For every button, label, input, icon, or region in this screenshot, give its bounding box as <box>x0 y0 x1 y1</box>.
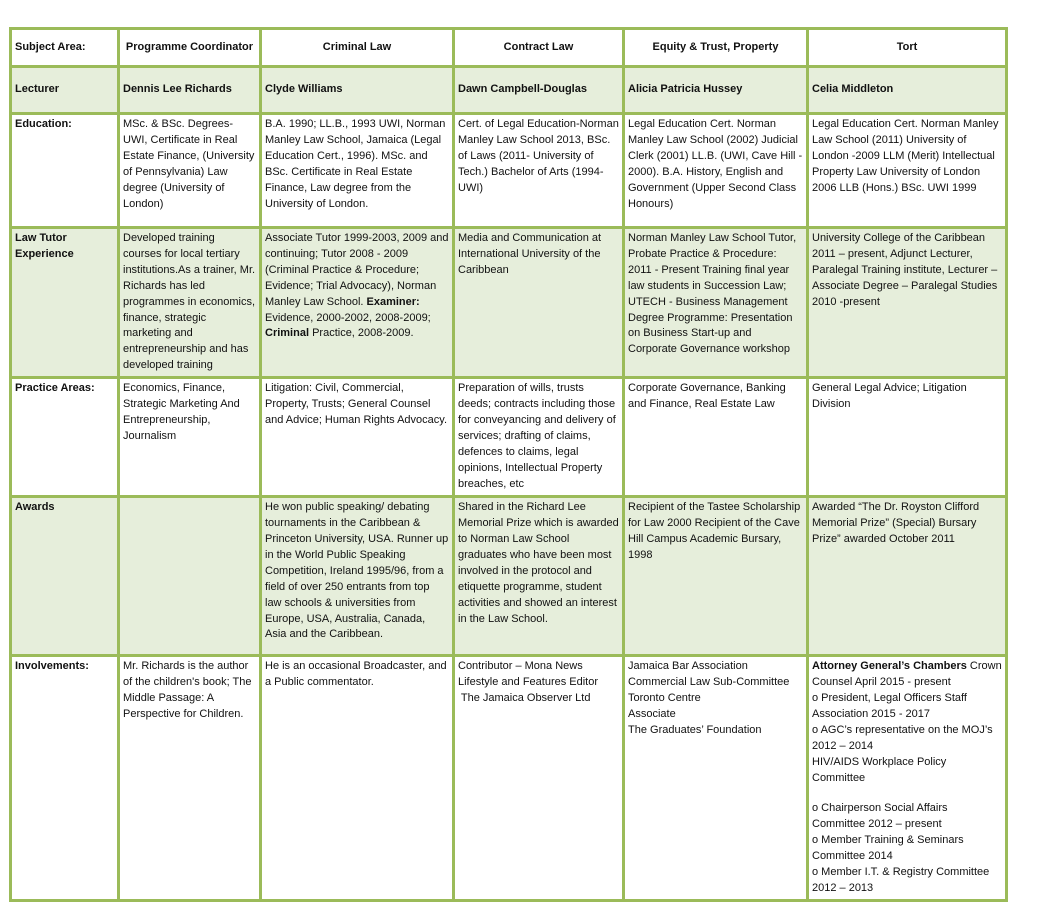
practice-equity: Corporate Governance, Banking and Finance, Real Estate Law <box>624 378 808 497</box>
involvements-tort-item: o Member I.T. & Registry Committee 2012 – 2013 <box>812 866 990 894</box>
lecturer-criminal: Clyde Williams <box>261 67 454 114</box>
experience-equity: Norman Manley Law School Tutor, Probate Practice & Procedure: 2011 - Present Training final year law students in Succession Law; UTECH - Business Management Degree Programme: Presentation on Business Start-up and Corporate Governance workshop <box>624 228 808 378</box>
involvements-equity <box>624 656 808 901</box>
involvements-tort-spacer <box>812 786 1002 801</box>
involvements-equity-line: Jamaica Bar Association <box>628 660 748 673</box>
awards-label: Awards <box>11 497 119 656</box>
experience-coordinator: Developed training courses for local tertiary institutions.As a trainer, Mr. Richards has led programmes in economics, finance, strategic marketing and entrepreneurship and has developed training <box>119 228 261 378</box>
experience-criminal-text-c: Evidence, 2000-2002, 2008-2009; <box>265 311 431 324</box>
experience-criminal-examiner: Examiner: <box>366 295 420 308</box>
education-coordinator: MSc. & BSc. Degrees- UWI, Certificate in Real Estate Finance, (University of Pennsylvania) Law degree (University of London) <box>119 114 261 228</box>
header-programme-coordinator: Programme Coordinator <box>119 29 261 67</box>
experience-tort: University College of the Caribbean 2011 – present, Adjunct Lecturer, Paralegal Training institute, Lecturer – Associate Degree – Paralegal Studies 2010 -present <box>808 228 1007 378</box>
involvements-equity-line: Associate <box>628 707 676 720</box>
involvements-equity-line: The Graduates’ Foundation <box>628 723 762 736</box>
involvements-contract-line: The Jamaica Observer Ltd <box>458 691 591 704</box>
experience-criminal <box>261 228 454 378</box>
practice-row <box>11 378 1007 497</box>
involvements-tort-title <box>812 659 1002 691</box>
header-row <box>11 29 1007 67</box>
education-contract: Cert. of Legal Education-Norman Manley Law School 2013, BSc. of Laws (2011- University of Tech.) Bachelor of Arts (1994-UWI) <box>454 114 624 228</box>
header-subject-area: Subject Area: <box>11 29 119 67</box>
involvements-tort-item: o Member Training & Seminars Committee 2014 <box>812 834 964 863</box>
awards-criminal: He won public speaking/ debating tournaments in the Caribbean & Princeton University, USA. Runner up in the World Public Speaking Competition, Ireland 1995/96, from a field of over 250 entrants from top law schools & universities from Europe, USA, Australia, Canada, Asia and the Caribbean. <box>261 497 454 656</box>
lecturer-contract: Dawn Campbell-Douglas <box>454 67 624 114</box>
lecturer-tort: Celia Middleton <box>808 67 1007 114</box>
involvements-tort <box>808 656 1007 901</box>
header-equity-trust-property: Equity & Trust, Property <box>624 29 808 67</box>
header-contract-law: Contract Law <box>454 29 624 67</box>
involvements-contract-line: Contributor – Mona News <box>458 660 583 673</box>
involvements-tort-item: o Chairperson Social Affairs Committee 2012 – present <box>812 802 948 831</box>
experience-label: Law Tutor Experience <box>11 228 119 378</box>
education-label: Education: <box>11 114 119 228</box>
involvements-label: Involvements: <box>11 656 119 901</box>
practice-contract: Preparation of wills, trusts deeds; contracts including those for conveyancing and delivery of services; drafting of claims, defences to claims, legal opinions, Intellectual Property breaches, etc <box>454 378 624 497</box>
experience-contract: Media and Communication at International University of the Caribbean <box>454 228 624 378</box>
awards-contract: Shared in the Richard Lee Memorial Prize which is awarded to Norman Law School graduates who have been most involved in the protocol and etiquette programme, student activities and showed an interest in the Law School. <box>454 497 624 656</box>
education-tort: Legal Education Cert. Norman Manley Law School (2011) University of London -2009 LLM (Merit) Intellectual Property Law University of London 2006 LLB (Hons.) BSc. UWI 1999 <box>808 114 1007 228</box>
involvements-contract <box>454 656 624 901</box>
involvements-coordinator: Mr. Richards is the author of the children's book; The Middle Passage: A Perspective for Children. <box>119 656 261 901</box>
practice-criminal: Litigation: Civil, Commercial, Property, Trusts; General Counsel and Advice; Human Rights Advocacy. <box>261 378 454 497</box>
involvements-tort-item: HIV/AIDS Workplace Policy Committee <box>812 755 947 784</box>
experience-criminal-text-e: Practice, 2008-2009. <box>309 327 414 340</box>
faculty-table <box>9 27 1008 902</box>
experience-criminal-criminal: Criminal <box>265 327 310 340</box>
lecturer-label: Lecturer <box>11 67 119 114</box>
practice-coordinator: Economics, Finance, Strategic Marketing And Entrepreneurship, Journalism <box>119 378 261 497</box>
lecturer-coordinator: Dennis Lee Richards <box>119 67 261 114</box>
experience-row <box>11 228 1007 378</box>
experience-criminal-text-a: Associate Tutor 1999-2003, 2009 and continuing; Tutor 2008 - 2009 (Criminal Practice & Procedure; Evidence; Trial Advocacy), Norman Manley Law School. <box>265 232 449 308</box>
involvements-row <box>11 656 1007 901</box>
header-tort: Tort <box>808 29 1007 67</box>
awards-tort: Awarded “The Dr. Royston Clifford Memorial Prize” (Special) Bursary Prize” awarded October 2011 <box>808 497 1007 656</box>
header-criminal-law: Criminal Law <box>261 29 454 67</box>
involvements-tort-item: o President, Legal Officers Staff Association 2015 - 2017 <box>812 691 967 720</box>
practice-tort: General Legal Advice; Litigation Division <box>808 378 1007 497</box>
education-row <box>11 114 1007 228</box>
involvements-tort-title-bold: Attorney General’s Chambers <box>812 660 967 673</box>
awards-row <box>11 497 1007 656</box>
lecturer-row <box>11 67 1007 114</box>
lecturer-equity: Alicia Patricia Hussey <box>624 67 808 114</box>
education-equity: Legal Education Cert. Norman Manley Law School (2002) Judicial Clerk (2001) LL.B. (UWI, Cave Hill - 2000). B.A. History, English and Government (Upper Second Class Honours) <box>624 114 808 228</box>
awards-equity: Recipient of the Tastee Scholarship for Law 2000 Recipient of the Cave Hill Campus Academic Bursary, 1998 <box>624 497 808 656</box>
education-criminal: B.A. 1990; LL.B., 1993 UWI, Norman Manley Law School, Jamaica (Legal Education Cert., 1996). MSc. and BSc. Certificate in Real Estate Finance, Law degree from the University of London. <box>261 114 454 228</box>
practice-label: Practice Areas: <box>11 378 119 497</box>
awards-coordinator <box>119 497 261 656</box>
involvements-tort-item: o AGC’s representative on the MOJ’s 2012 – 2014 <box>812 723 993 752</box>
involvements-equity-line: Commercial Law Sub-Committee <box>628 676 790 689</box>
involvements-equity-line: Toronto Centre <box>628 691 701 704</box>
involvements-criminal: He is an occasional Broadcaster, and a Public commentator. <box>261 656 454 901</box>
involvements-tort-title-rest: Crown Counsel April 2015 - present <box>812 660 1002 689</box>
involvements-contract-line: Lifestyle and Features Editor <box>458 676 599 689</box>
